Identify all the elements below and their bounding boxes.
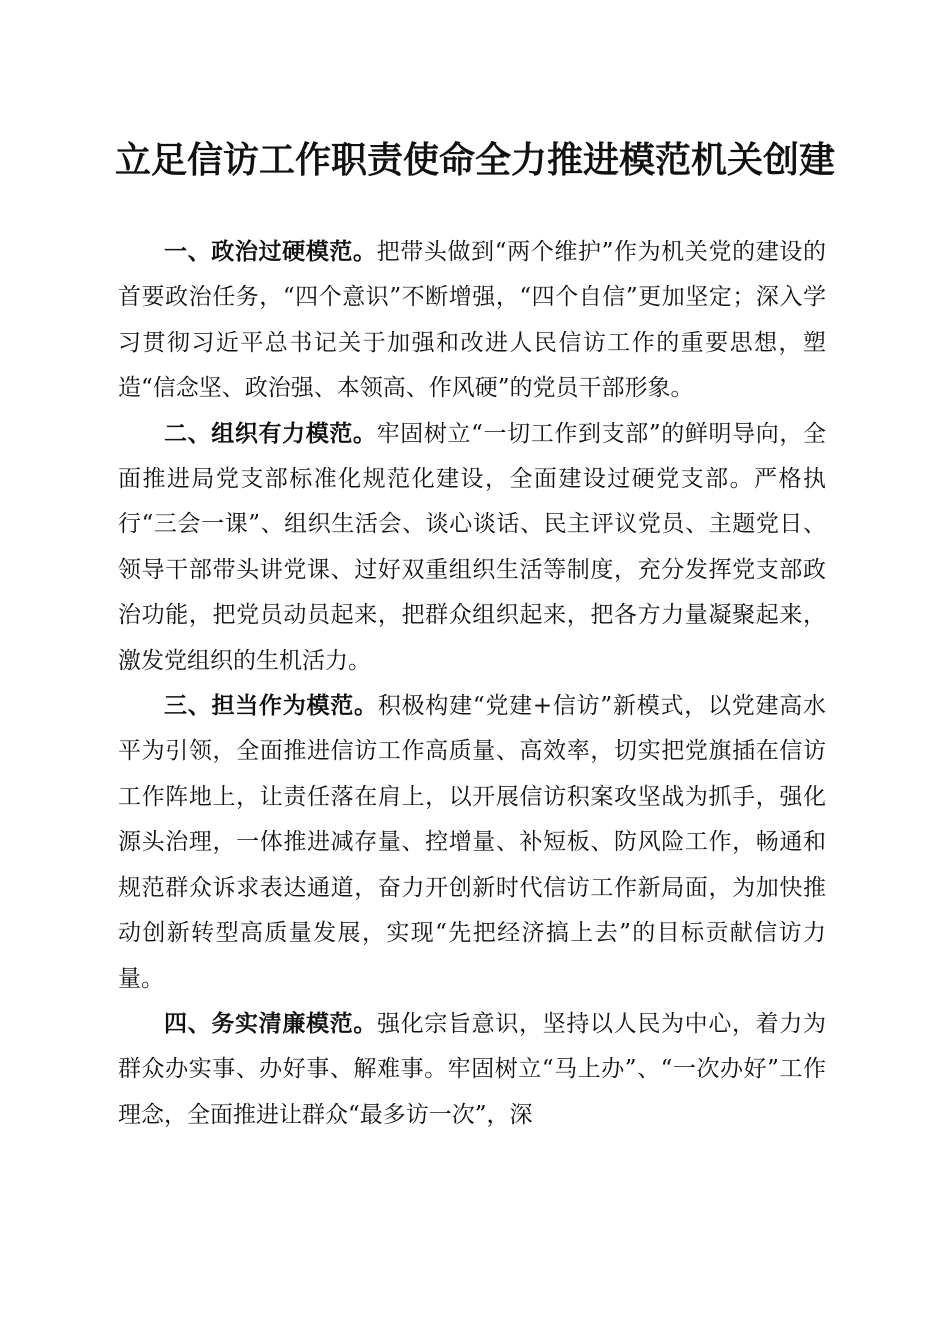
paragraph-text: 把带头做到“两个维护”作为机关党的建设的首要政治任务，“四个意识”不断增强，“四个自信”更加坚定；深入学习贯彻习近平总书记关于加强和改进人民信访工作的重要思想，塑造“信念坚、政治强、本领高、作风硬”的党员干部形象。 (118, 239, 826, 402)
paragraph-responsibility (118, 684, 826, 1002)
paragraph-organization (118, 412, 826, 684)
paragraph-heading: 二、组织有力模范。 (164, 420, 377, 447)
paragraph-integrity (118, 1002, 826, 1138)
paragraph-text: 强化宗旨意识，坚持以人民为中心，着力为群众办实事、办好事、解难事。牢固树立“马上办”、“一次办好”工作理念，全面推进让群众“最多访一次”，深 (118, 1010, 827, 1128)
document-title: 立足信访工作职责使命全力推进模范机关创建 (114, 139, 835, 181)
paragraph-heading: 四、务实清廉模范。 (164, 1010, 377, 1037)
paragraph-heading: 三、担当作为模范。 (164, 693, 378, 720)
paragraph-text: 积极构建“党建+信访”新模式，以党建高水平为引领，全面推进信访工作高质量、高效率，切实把党旗插在信访工作阵地上，让责任落在肩上，以开展信访积案攻坚战为抓手，强化源头治理，一体推进减存量、控增量、补短板、防风险工作，畅通和规范群众诉求表达通道，奋力开创新时代信访工作新局面，为加快推动创新转型高质量发展，实现“先把经济搞上去”的目标贡献信访力量。 (118, 693, 827, 992)
paragraph-political (118, 230, 826, 412)
paragraph-heading: 一、政治过硬模范。 (164, 239, 377, 265)
document-body (118, 230, 826, 1138)
paragraph-text: 牢固树立“一切工作到支部”的鲜明导向，全面推进局党支部标准化规范化建设，全面建设过硬党支部。严格执行“三会一课”、组织生活会、谈心谈话、民主评议党员、主题党日、领导干部带头讲党课、过好双重组织生活等制度，充分发挥党支部政治功能，把党员动员起来，把群众组织起来，把各方力量凝聚起来，激发党组织的生机活力。 (118, 420, 826, 674)
